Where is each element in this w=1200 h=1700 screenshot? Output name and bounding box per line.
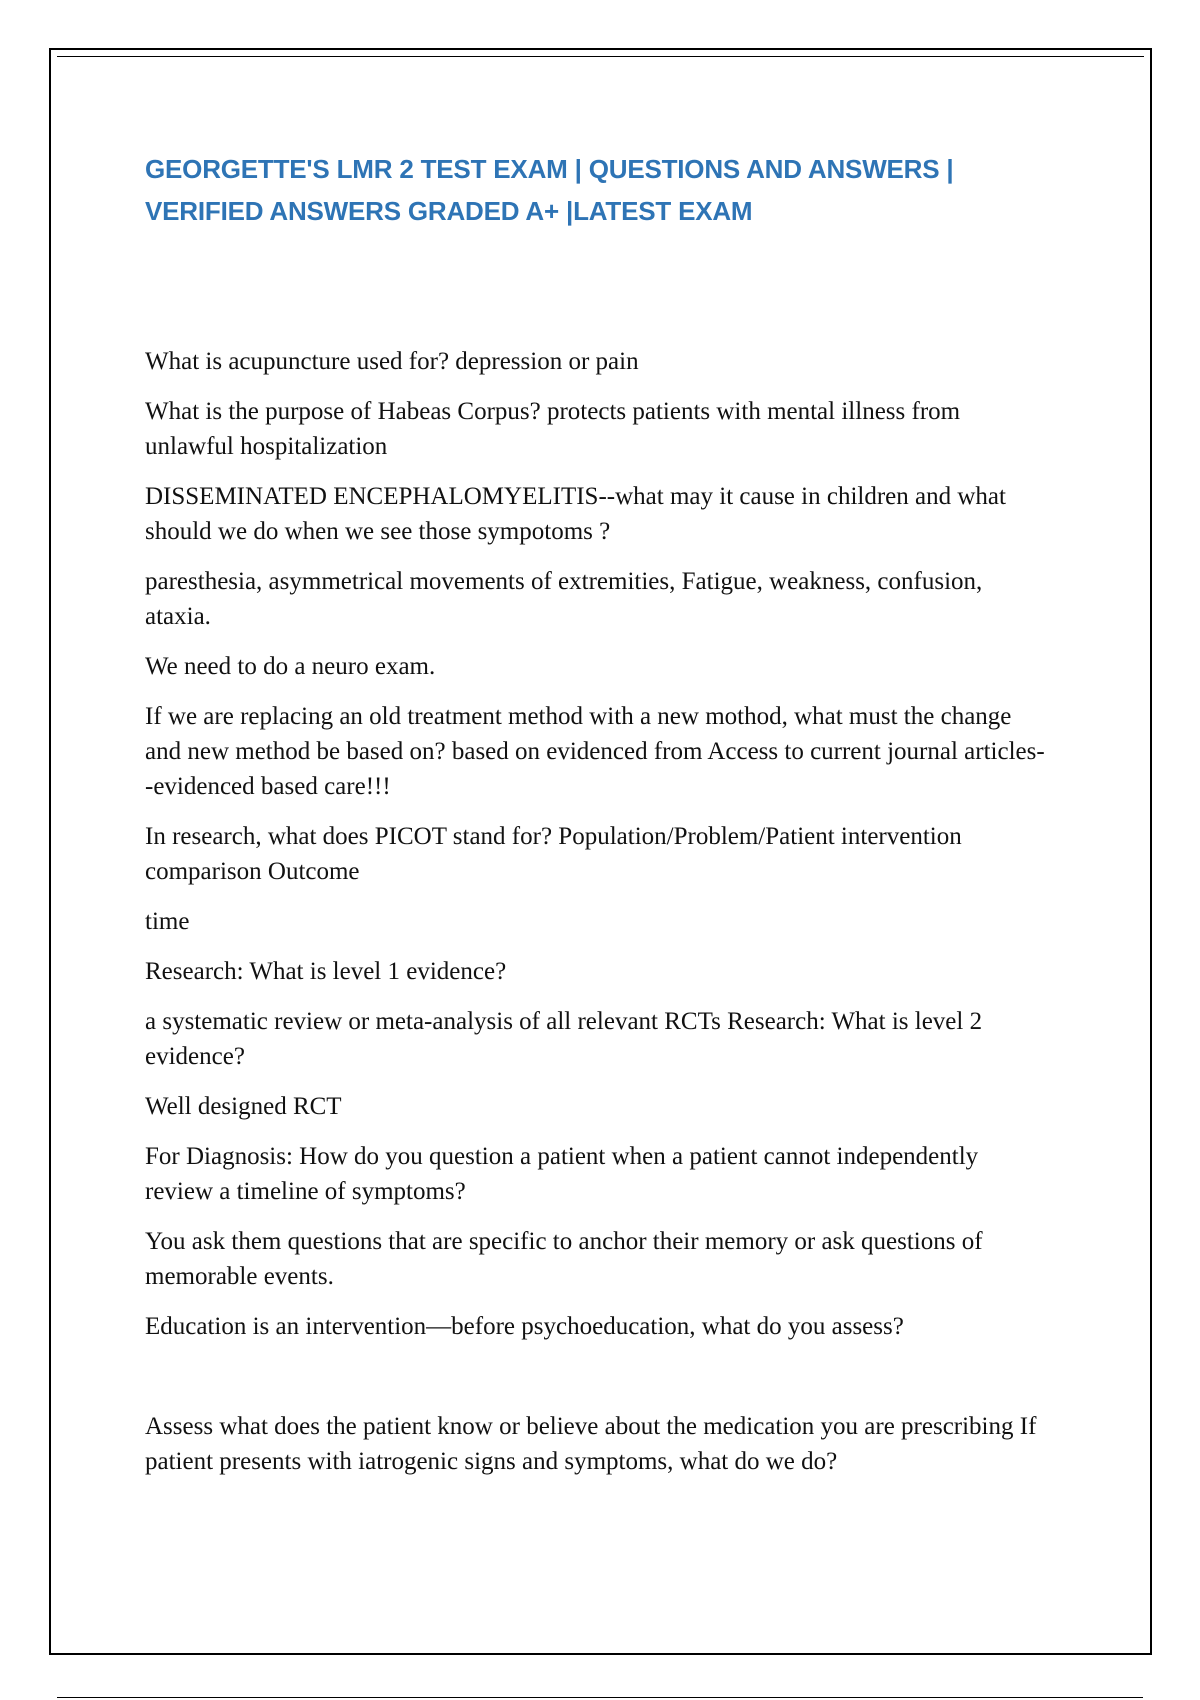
qa-paragraph: We need to do a neuro exam. bbox=[145, 653, 436, 680]
page-border-inner-rule bbox=[57, 56, 1144, 57]
qa-list bbox=[145, 344, 1045, 1479]
qa-paragraph: DISSEMINATED ENCEPHALOMYELITIS--what may it cause in children and what should we do when we see those sympotoms ? bbox=[145, 483, 1006, 545]
qa-paragraph: In research, what does PICOT stand for? Population/Problem/Patient intervention comparison Outcome bbox=[145, 823, 962, 885]
qa-paragraph: For Diagnosis: How do you question a patient when a patient cannot independently review a timeline of symptoms? bbox=[145, 1143, 979, 1205]
qa-paragraph: Assess what does the patient know or believe about the medication you are prescribing If patient presents with iatrogenic signs and symptoms, what do we do? bbox=[145, 1413, 1037, 1475]
qa-paragraph: Research: What is level 1 evidence? bbox=[145, 958, 507, 985]
next-page-top-rule bbox=[57, 1697, 1143, 1698]
qa-paragraph: You ask them questions that are specific to anchor their memory or ask questions of memorable events. bbox=[145, 1228, 983, 1290]
qa-paragraph: If we are replacing an old treatment method with a new mothod, what must the change and new method be based on? based on evidenced from Access to current journal articles--evidenced based care!!! bbox=[145, 703, 1045, 800]
document-title: GEORGETTE'S LMR 2 TEST EXAM | QUESTIONS AND ANSWERS | VERIFIED ANSWERS GRADED A+ |LATEST EXAM bbox=[145, 154, 954, 226]
qa-paragraph: Well designed RCT bbox=[145, 1093, 342, 1120]
qa-paragraph: What is acupuncture used for? depression or pain bbox=[145, 348, 639, 375]
document-content bbox=[145, 148, 1045, 1494]
qa-paragraph: Education is an intervention—before psychoeducation, what do you assess? bbox=[145, 1313, 904, 1340]
qa-paragraph: a systematic review or meta-analysis of all relevant RCTs Research: What is level 2 evidence? bbox=[145, 1008, 983, 1070]
qa-paragraph: What is the purpose of Habeas Corpus? protects patients with mental illness from unlawful hospitalization bbox=[145, 398, 961, 460]
qa-paragraph: paresthesia, asymmetrical movements of extremities, Fatigue, weakness, confusion, ataxia. bbox=[145, 568, 983, 630]
qa-paragraph: time bbox=[145, 908, 190, 935]
